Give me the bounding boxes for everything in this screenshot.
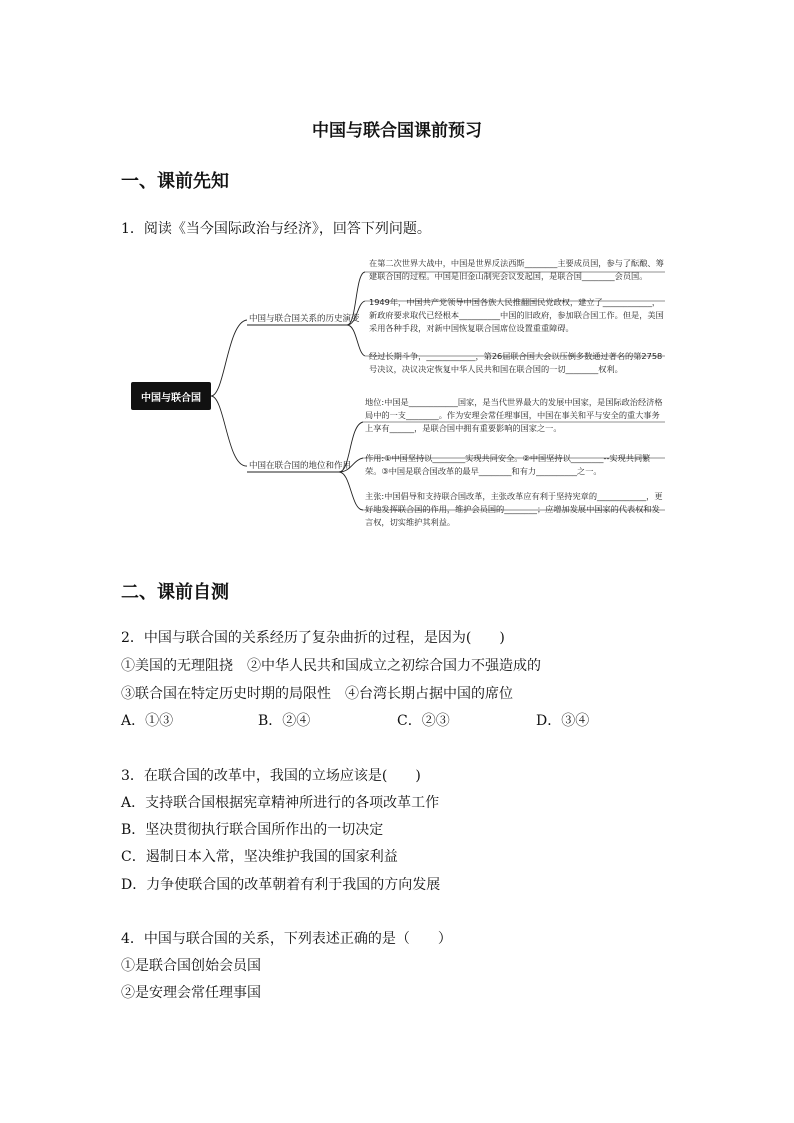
question-3-stem: 3．在联合国的改革中，我国的立场应该是( ) <box>121 768 421 784</box>
question-2-option-c[interactable]: C．②③ <box>397 713 450 729</box>
question-2-option-d[interactable]: D．③④ <box>536 713 590 729</box>
question-3-option-a[interactable]: A．支持联合国根据宪章精神所进行的各项改革工作 <box>121 795 440 811</box>
question-3-option-c[interactable]: C．遏制日本入常，坚决维护我国的国家利益 <box>121 849 398 865</box>
history-item-3: 经过长期斗争，____________，第26届联合国大会以压倒多数通过著名的第2758号决议，决议决定恢复中华人民共和国在联合国的一切________权利。 <box>369 351 663 375</box>
page-title: 中国与联合国课前预习 <box>312 121 482 141</box>
question-2-option-a[interactable]: A．①③ <box>121 713 174 729</box>
question-4-statement-2: ②是安理会常任理事国 <box>121 985 261 1001</box>
question-2-statement-1: ①美国的无理阻挠 ②中华人民共和国成立之初综合国力不强造成的 <box>121 658 541 674</box>
status-item-role: 作用:①中国坚持以________实现共同安全。②中国坚持以________--实现共同繁荣。③中国是联合国改革的最早________和有力__________之一。 <box>365 453 651 477</box>
mind-map-diagram <box>125 248 670 538</box>
question-2-option-b[interactable]: B．②④ <box>258 713 311 729</box>
question-3-option-b[interactable]: B．坚决贯彻执行联合国所作出的一切决定 <box>121 822 384 838</box>
mind-map-root: 中国与联合国 <box>131 382 211 410</box>
section-heading-2: 二、课前自测 <box>121 582 229 603</box>
question-1-stem: 1．阅读《当今国际政治与经济》，回答下列问题。 <box>121 221 431 237</box>
question-3-option-d[interactable]: D．力争使联合国的改革朝着有利于我国的方向发展 <box>121 877 441 893</box>
status-item-position: 地位:中国是____________国家，是当代世界最大的发展中国家，是国际政治经济格局中的一支________。作为安理会常任理事国，中国在事关和平与安全的重大事务上享有______，是联合国中拥有重要影响的国家之一。 <box>365 397 663 434</box>
status-item-stance: 主张:中国倡导和支持联合国改革，主张改革应有利于坚持宪章的____________，更好地发挥联合国的作用，维护会员国的________；应增加发展中国家的代表权和发言权，切实维护其利益。 <box>365 491 663 528</box>
history-item-2: 1949年，中国共产党领导中国各族人民推翻国民党政权，建立了____________，新政府要求取代已经根本__________中国的旧政府，参加联合国工作。但是，美国采用各种手段，对新中国恢复联合国席位设置重重障碍。 <box>369 297 664 334</box>
question-4-statement-1: ①是联合国创始会员国 <box>121 958 261 974</box>
section-heading-1: 一、课前先知 <box>121 171 229 192</box>
question-2-statement-2: ③联合国在特定历史时期的局限性 ④台湾长期占据中国的席位 <box>121 686 513 702</box>
question-4-stem: 4．中国与联合国的关系，下列表述正确的是（ ） <box>121 931 452 947</box>
question-2-stem: 2．中国与联合国的关系经历了复杂曲折的过程，是因为( ) <box>121 630 505 646</box>
connector-root-top <box>211 320 247 396</box>
branch-history-label: 中国与联合国关系的历史演变 <box>249 314 360 324</box>
connector-root-bottom <box>211 396 247 466</box>
branch-status-label: 中国在联合国的地位和作用 <box>249 461 352 471</box>
history-item-1: 在第二次世界大战中，中国是世界反法西斯________主要成员国，参与了酝酿、筹建联合国的过程。中国是旧金山制宪会议发起国，是联合国________会员国。 <box>369 258 664 282</box>
